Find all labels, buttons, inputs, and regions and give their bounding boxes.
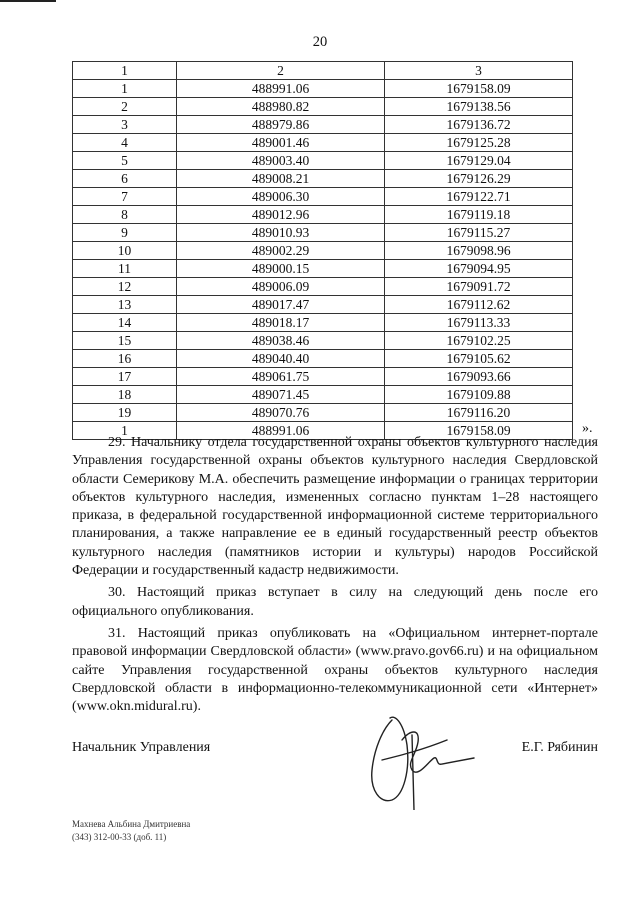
executor-footer [72,818,190,843]
point-number: 3 [73,116,177,134]
paragraph-29: 29. Начальнику отдела государственной охраны объектов культурного наследия Управления государственной охраны объектов культурного наследия Свердловской области Семерикову М.А. обеспечить размещение информации о границах территории объектов культурного наследия, измененных согласно пунктам 1–28 настоящего приказа, в федеральной государственной информационной системе территориального планирования, а также направление ее в единый государственный реестр объектов культурного наследия (памятников истории и культуры) народов Российской Федерации и государственный кадастр недвижимости. [72,435,598,579]
coordinate-x: 489012.96 [177,206,385,224]
coordinate-x: 489001.46 [177,134,385,152]
column-header: 3 [385,62,573,80]
point-number: 1 [73,422,177,440]
coordinate-y: 1679115.27 [385,224,573,242]
table-row [73,386,573,404]
order-text [72,434,598,716]
column-header: 2 [177,62,385,80]
coordinate-y: 1679129.04 [385,152,573,170]
coordinate-y: 1679091.72 [385,278,573,296]
table-row [73,260,573,278]
coordinate-x: 489038.46 [177,332,385,350]
point-number: 17 [73,368,177,386]
table-row [73,242,573,260]
table-row [73,368,573,386]
point-number: 7 [73,188,177,206]
coordinates-table [72,61,573,440]
point-number: 8 [73,206,177,224]
coordinate-x: 489018.17 [177,314,385,332]
coordinate-y: 1679122.71 [385,188,573,206]
coordinate-x: 489008.21 [177,170,385,188]
coordinate-x: 489010.93 [177,224,385,242]
point-number: 1 [73,80,177,98]
point-number: 12 [73,278,177,296]
top-rule [0,0,56,2]
table-row [73,98,573,116]
point-number: 16 [73,350,177,368]
coordinate-x: 489000.15 [177,260,385,278]
paragraph-30: 30. Настоящий приказ вступает в силу на следующий день после его официального опубликования. [72,585,598,619]
point-number: 13 [73,296,177,314]
coordinate-y: 1679126.29 [385,170,573,188]
paragraph-31: 31. Настоящий приказ опубликовать на «Официальном интернет-портале правовой информации Свердловской области» (www.pravo.gov66.ru) и на официальном сайте Управления государственной охраны объектов культурного наследия Свердловской области в информационно-телекоммуникационной сети «Интернет» (www.okn.midural.ru). [72,625,598,715]
table-header-row [73,62,573,80]
table-row [73,152,573,170]
point-number: 15 [73,332,177,350]
point-number: 14 [73,314,177,332]
table-row [73,224,573,242]
signer-name: Е.Г. Рябинин [521,740,598,755]
coordinate-x: 489071.45 [177,386,385,404]
executor-name: Махнева Альбина Дмитриевна [72,819,191,829]
coordinate-y: 1679158.09 [385,422,573,440]
table-row [73,404,573,422]
table-row [73,80,573,98]
page-number: 20 [312,34,328,50]
table-row [73,206,573,224]
coordinate-x: 488980.82 [177,98,385,116]
handwritten-signature [352,700,482,810]
coordinate-y: 1679138.56 [385,98,573,116]
coordinate-x: 489017.47 [177,296,385,314]
table-row [73,296,573,314]
coordinate-x: 488991.06 [177,80,385,98]
point-number: 2 [73,98,177,116]
table-row [73,188,573,206]
coordinate-y: 1679105.62 [385,350,573,368]
table-row [73,170,573,188]
coordinate-y: 1679098.96 [385,242,573,260]
coordinate-y: 1679102.25 [385,332,573,350]
coordinate-x: 489003.40 [177,152,385,170]
coordinate-x: 488979.86 [177,116,385,134]
coordinate-y: 1679158.09 [385,80,573,98]
coordinate-y: 1679109.88 [385,386,573,404]
coordinate-x: 489040.40 [177,350,385,368]
executor-phone: (343) 312-00-33 (доб. 11) [72,831,167,842]
coordinate-y: 1679119.18 [385,206,573,224]
point-number: 18 [73,386,177,404]
table-row [73,116,573,134]
coordinate-x: 489006.30 [177,188,385,206]
point-number: 9 [73,224,177,242]
table-row [73,134,573,152]
point-number: 19 [73,404,177,422]
point-number: 11 [73,260,177,278]
coordinate-x: 489002.29 [177,242,385,260]
point-number: 5 [73,152,177,170]
coordinate-y: 1679113.33 [385,314,573,332]
point-number: 4 [73,134,177,152]
coordinate-y: 1679112.62 [385,296,573,314]
coordinate-y: 1679125.28 [385,134,573,152]
table-row [73,332,573,350]
coordinate-x: 488991.06 [177,422,385,440]
table-row [73,350,573,368]
table-row [73,314,573,332]
coordinate-y: 1679093.66 [385,368,573,386]
coordinate-y: 1679136.72 [385,116,573,134]
point-number: 6 [73,170,177,188]
coordinate-y: 1679094.95 [385,260,573,278]
point-number: 10 [73,242,177,260]
signer-role: Начальник Управления [72,740,211,755]
coordinate-x: 489061.75 [177,368,385,386]
table-row [73,278,573,296]
coordinate-y: 1679116.20 [385,404,573,422]
table-closing-quote: ». [582,421,593,436]
column-header: 1 [73,62,177,80]
coordinate-x: 489006.09 [177,278,385,296]
coordinate-x: 489070.76 [177,404,385,422]
